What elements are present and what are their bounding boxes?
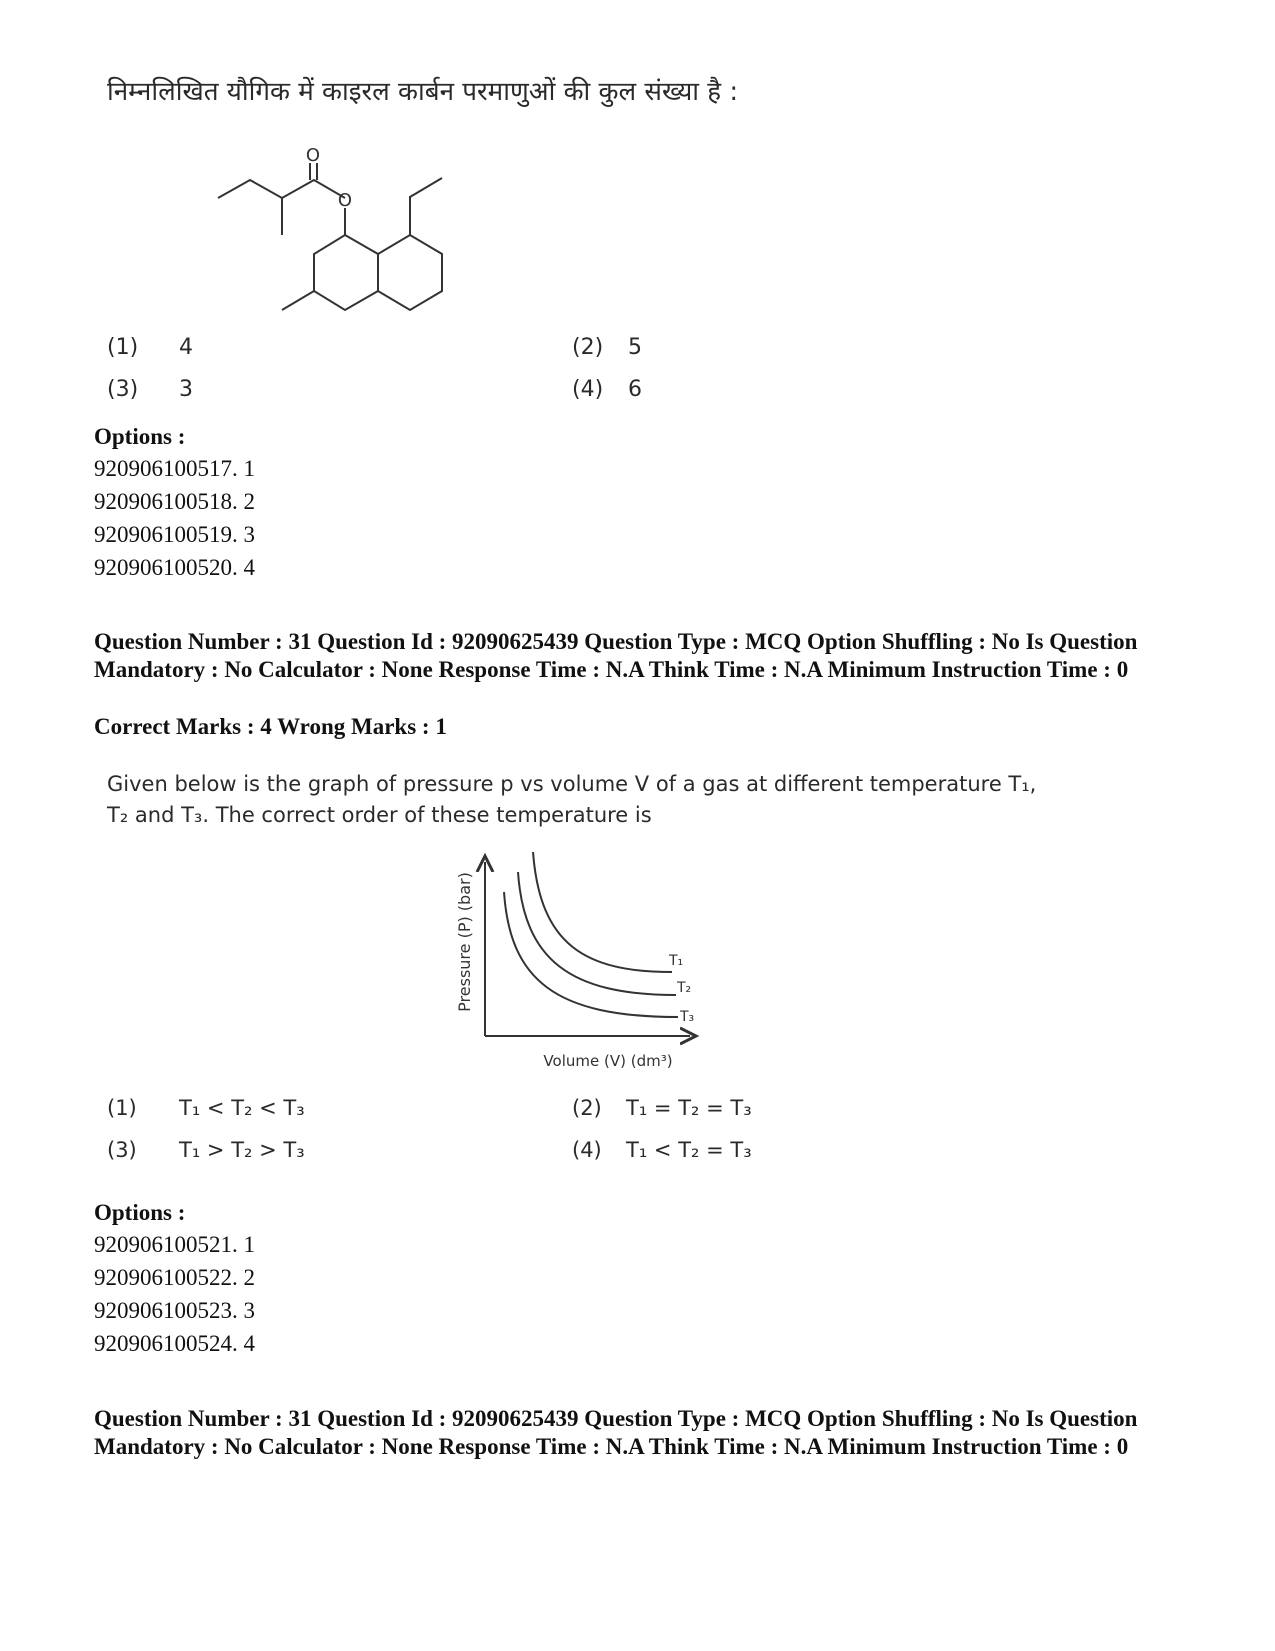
question-meta: Question Number : 31 Question Id : 92090625439 Question Type : MCQ Option Shuffling : No Is Question Mandatory : No Calculator : None Response Time : N.A Think Time : N.A Minimum Instruction Time : 0 bbox=[94, 1406, 1138, 1459]
choice-text: 6 bbox=[628, 377, 642, 402]
choice-2 bbox=[572, 1096, 752, 1120]
choice-3 bbox=[107, 1138, 305, 1162]
ester-oxygen-label: O bbox=[337, 190, 353, 211]
option-item: 920906100518. 2 bbox=[94, 489, 255, 514]
option-item: 920906100522. 2 bbox=[94, 1265, 255, 1290]
choice-text: T₁ = T₂ = T₃ bbox=[626, 1096, 752, 1120]
isotherm-t2 bbox=[518, 872, 676, 995]
choice-text: 3 bbox=[179, 377, 193, 402]
options-heading: Options : bbox=[94, 424, 186, 449]
choice-number: (1) bbox=[107, 335, 139, 360]
option-item: 920906100517. 1 bbox=[94, 456, 255, 481]
choice-3 bbox=[107, 377, 193, 402]
question-text-hindi: निम्नलिखित यौगिक में काइरल कार्बन परमाणुओं की कुल संख्या है : bbox=[107, 77, 739, 107]
choice-1 bbox=[107, 1096, 305, 1120]
option-item: 920906100523. 3 bbox=[94, 1298, 255, 1323]
choice-text: T₁ < T₂ < T₃ bbox=[179, 1096, 305, 1120]
choice-text: 5 bbox=[628, 335, 642, 360]
isotherm-t1 bbox=[533, 852, 672, 972]
choice-number: (3) bbox=[107, 1138, 137, 1162]
curve-label-t3: T₃ bbox=[680, 1009, 695, 1025]
pv-graph bbox=[445, 848, 710, 1076]
choice-4 bbox=[572, 1138, 752, 1162]
ethyl-branch-bond bbox=[410, 178, 442, 235]
choice-number: (2) bbox=[572, 335, 604, 360]
marks-info: Correct Marks : 4 Wrong Marks : 1 bbox=[94, 714, 447, 739]
option-item: 920906100519. 3 bbox=[94, 522, 255, 547]
choice-number: (3) bbox=[107, 377, 139, 402]
question-text-line-2: T₂ and T₃. The correct order of these temperature is bbox=[107, 803, 652, 827]
right-ring bbox=[378, 235, 442, 310]
choice-text: T₁ < T₂ = T₃ bbox=[626, 1138, 752, 1162]
y-axis-label: Pressure (P) (bar) bbox=[455, 872, 474, 1012]
option-item: 920906100524. 4 bbox=[94, 1331, 255, 1356]
options-list bbox=[94, 452, 255, 584]
chemical-structure bbox=[205, 140, 455, 320]
left-ring bbox=[314, 235, 378, 310]
choice-4 bbox=[572, 377, 642, 402]
question-text-line-1: Given below is the graph of pressure p vs volume V of a gas at different temperature T₁, bbox=[107, 772, 1037, 796]
carbonyl-oxygen-label: O bbox=[305, 145, 321, 166]
choice-text: T₁ > T₂ > T₃ bbox=[179, 1138, 305, 1162]
choice-2 bbox=[572, 335, 642, 360]
question-meta: Question Number : 31 Question Id : 92090625439 Question Type : MCQ Option Shuffling : No Is Question Mandatory : No Calculator : None Response Time : N.A Think Time : N.A Minimum Instruction Time : 0 bbox=[94, 629, 1138, 682]
choice-number: (4) bbox=[572, 377, 604, 402]
choice-number: (1) bbox=[107, 1096, 137, 1120]
ester-chain-bond bbox=[218, 180, 345, 198]
curve-label-t2: T₂ bbox=[677, 980, 692, 996]
choice-number: (2) bbox=[572, 1096, 602, 1120]
options-list bbox=[94, 1228, 255, 1360]
curve-label-t1: T₁ bbox=[669, 953, 684, 969]
options-heading: Options : bbox=[94, 1200, 186, 1225]
option-item: 920906100520. 4 bbox=[94, 555, 255, 580]
ring-methyl-bond bbox=[282, 291, 314, 310]
choice-text: 4 bbox=[179, 335, 193, 360]
choice-1 bbox=[107, 335, 193, 360]
x-axis-label: Volume (V) (dm³) bbox=[543, 1052, 673, 1070]
option-item: 920906100521. 1 bbox=[94, 1232, 255, 1257]
isotherm-t3 bbox=[504, 892, 678, 1017]
choice-number: (4) bbox=[572, 1138, 602, 1162]
